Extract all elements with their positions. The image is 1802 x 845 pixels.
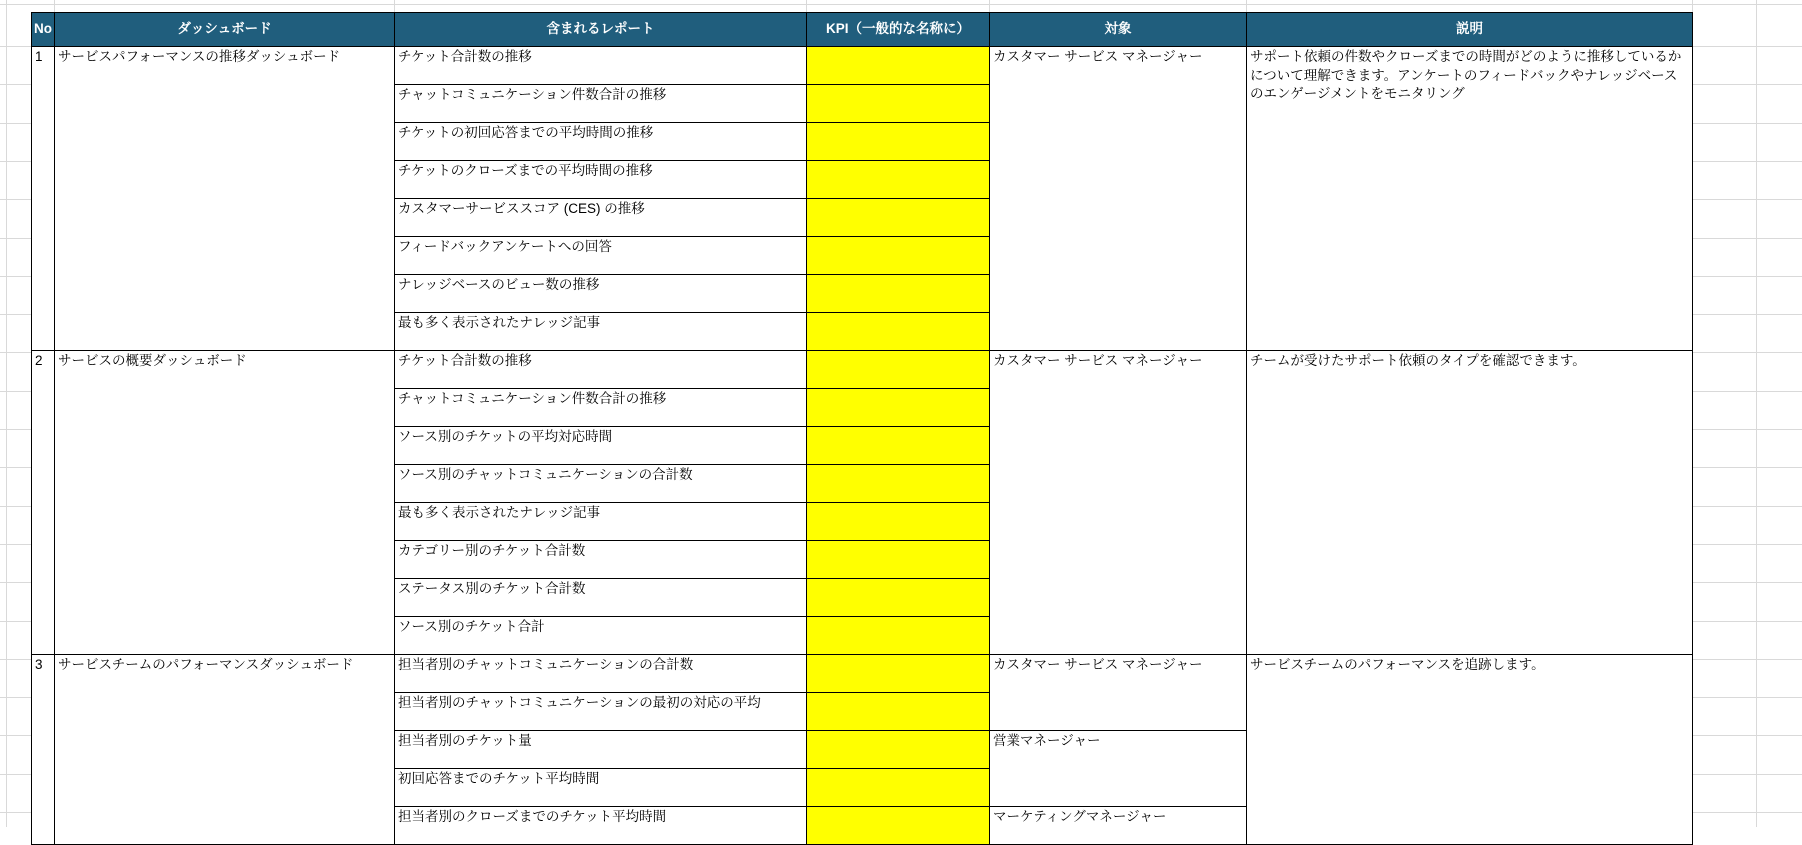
kpi-cell[interactable] <box>807 351 990 389</box>
gridline <box>0 774 31 775</box>
gridline <box>0 238 31 239</box>
description-cell[interactable]: サービスチームのパフォーマンスを追跡します。 <box>1247 655 1693 845</box>
gridline <box>1692 697 1802 698</box>
report-cell[interactable]: 担当者別のチャットコミュニケーションの最初の対応の平均 <box>395 693 807 731</box>
gridline <box>806 0 807 12</box>
report-cell[interactable]: チャットコミュニケーション件数合計の推移 <box>395 85 807 123</box>
gridline <box>1692 506 1802 507</box>
gridline <box>0 46 31 47</box>
kpi-cell[interactable] <box>807 427 990 465</box>
report-cell[interactable]: 担当者別のチケット量 <box>395 731 807 769</box>
gridline <box>0 812 31 813</box>
kpi-cell[interactable] <box>807 237 990 275</box>
description-cell[interactable]: サポート依頼の件数やクローズまでの時間がどのように推移しているかについて理解できます。アンケートのフィードバックやナレッジベースのエンゲージメントをモニタリング <box>1247 47 1693 351</box>
report-cell[interactable]: チケットのクローズまでの平均時間の推移 <box>395 161 807 199</box>
gridline <box>989 0 990 12</box>
kpi-cell[interactable] <box>807 313 990 351</box>
gridline <box>6 0 7 827</box>
report-cell[interactable]: 担当者別のクローズまでのチケット平均時間 <box>395 807 807 845</box>
gridline <box>0 544 31 545</box>
gridline <box>0 582 31 583</box>
gridline <box>1756 0 1757 827</box>
gridline <box>1692 621 1802 622</box>
gridline <box>0 735 31 736</box>
report-cell[interactable]: カテゴリー別のチケット合計数 <box>395 541 807 579</box>
gridline <box>0 84 31 85</box>
gridline <box>1692 582 1802 583</box>
gridline <box>1692 544 1802 545</box>
kpi-cell[interactable] <box>807 655 990 693</box>
kpi-cell[interactable] <box>807 199 990 237</box>
header-row <box>32 13 1693 47</box>
gridline <box>1692 46 1802 47</box>
gridline <box>1692 391 1802 392</box>
gridline <box>0 429 31 430</box>
kpi-cell[interactable] <box>807 807 990 845</box>
target-cell[interactable]: カスタマー サービス マネージャー <box>990 655 1247 731</box>
gridline <box>1692 84 1802 85</box>
dashboard-table <box>31 12 1693 845</box>
gridline <box>0 276 31 277</box>
report-cell[interactable]: フィードバックアンケートへの回答 <box>395 237 807 275</box>
gridline <box>0 697 31 698</box>
table-row <box>32 655 1693 693</box>
table-body <box>32 47 1693 845</box>
table-row <box>32 351 1693 389</box>
gridline <box>1692 659 1802 660</box>
gridline <box>1692 812 1802 813</box>
gridline <box>1692 276 1802 277</box>
kpi-cell[interactable] <box>807 617 990 655</box>
gridline <box>0 352 31 353</box>
report-cell[interactable]: チャットコミュニケーション件数合計の推移 <box>395 389 807 427</box>
column-header-no[interactable]: No <box>32 13 55 47</box>
gridline <box>0 123 31 124</box>
gridline <box>1692 467 1802 468</box>
gridline <box>0 391 31 392</box>
kpi-cell[interactable] <box>807 731 990 769</box>
gridline <box>0 314 31 315</box>
row-number-cell[interactable]: 3 <box>32 655 55 845</box>
target-cell[interactable]: 営業マネージャー <box>990 731 1247 807</box>
report-cell[interactable]: ソース別のチケットの平均対応時間 <box>395 427 807 465</box>
row-number-cell[interactable]: 2 <box>32 351 55 655</box>
dashboard-cell[interactable]: サービスチームのパフォーマンスダッシュボード <box>55 655 395 845</box>
gridline <box>394 0 395 12</box>
report-cell[interactable]: 最も多く表示されたナレッジ記事 <box>395 503 807 541</box>
kpi-cell[interactable] <box>807 85 990 123</box>
gridline <box>1692 774 1802 775</box>
report-cell[interactable]: 担当者別のチャットコミュニケーションの合計数 <box>395 655 807 693</box>
kpi-cell[interactable] <box>807 579 990 617</box>
gridline <box>1246 0 1247 12</box>
table-row <box>32 47 1693 85</box>
gridline <box>0 467 31 468</box>
gridline <box>1692 199 1802 200</box>
gridline <box>1692 238 1802 239</box>
target-cell[interactable]: マーケティングマネージャー <box>990 807 1247 845</box>
gridline <box>1692 161 1802 162</box>
report-cell[interactable]: ナレッジベースのビュー数の推移 <box>395 275 807 313</box>
report-cell[interactable]: チケット合計数の推移 <box>395 47 807 85</box>
kpi-cell[interactable] <box>807 769 990 807</box>
table-header <box>32 13 1693 47</box>
gridline <box>0 659 31 660</box>
kpi-cell[interactable] <box>807 503 990 541</box>
kpi-cell[interactable] <box>807 47 990 85</box>
description-cell[interactable]: チームが受けたサポート依頼のタイプを確認できます。 <box>1247 351 1693 655</box>
dashboard-cell[interactable]: サービスパフォーマンスの推移ダッシュボード <box>55 47 395 351</box>
gridline <box>1692 0 1693 12</box>
report-cell[interactable]: ソース別のチャットコミュニケーションの合計数 <box>395 465 807 503</box>
dashboard-cell[interactable]: サービスの概要ダッシュボード <box>55 351 395 655</box>
target-cell[interactable]: カスタマー サービス マネージャー <box>990 47 1247 351</box>
kpi-cell[interactable] <box>807 161 990 199</box>
report-cell[interactable]: ソース別のチケット合計 <box>395 617 807 655</box>
column-header-kpi[interactable]: KPI（一般的な名称に） <box>807 13 990 47</box>
column-header-description[interactable]: 説明 <box>1247 13 1693 47</box>
kpi-cell[interactable] <box>807 389 990 427</box>
gridline <box>0 199 31 200</box>
target-cell[interactable]: カスタマー サービス マネージャー <box>990 351 1247 655</box>
gridline <box>1692 429 1802 430</box>
report-cell[interactable]: ステータス別のチケット合計数 <box>395 579 807 617</box>
kpi-cell[interactable] <box>807 465 990 503</box>
gridline <box>1692 735 1802 736</box>
gridline <box>0 506 31 507</box>
row-number-cell[interactable]: 1 <box>32 47 55 351</box>
gridline <box>0 621 31 622</box>
gridline <box>1692 314 1802 315</box>
column-header-target[interactable]: 対象 <box>990 13 1247 47</box>
gridline <box>0 161 31 162</box>
kpi-cell[interactable] <box>807 693 990 731</box>
report-cell[interactable]: カスタマーサービススコア (CES) の推移 <box>395 199 807 237</box>
gridline <box>0 4 1802 5</box>
kpi-cell[interactable] <box>807 123 990 161</box>
column-header-dashboard[interactable]: ダッシュボード <box>55 13 395 47</box>
report-cell[interactable]: チケット合計数の推移 <box>395 351 807 389</box>
report-cell[interactable]: チケットの初回応答までの平均時間の推移 <box>395 123 807 161</box>
report-cell[interactable]: 初回応答までのチケット平均時間 <box>395 769 807 807</box>
kpi-cell[interactable] <box>807 275 990 313</box>
column-header-reports[interactable]: 含まれるレポート <box>395 13 807 47</box>
kpi-cell[interactable] <box>807 541 990 579</box>
gridline <box>1692 123 1802 124</box>
gridline <box>54 0 55 12</box>
report-cell[interactable]: 最も多く表示されたナレッジ記事 <box>395 313 807 351</box>
gridline <box>1692 352 1802 353</box>
